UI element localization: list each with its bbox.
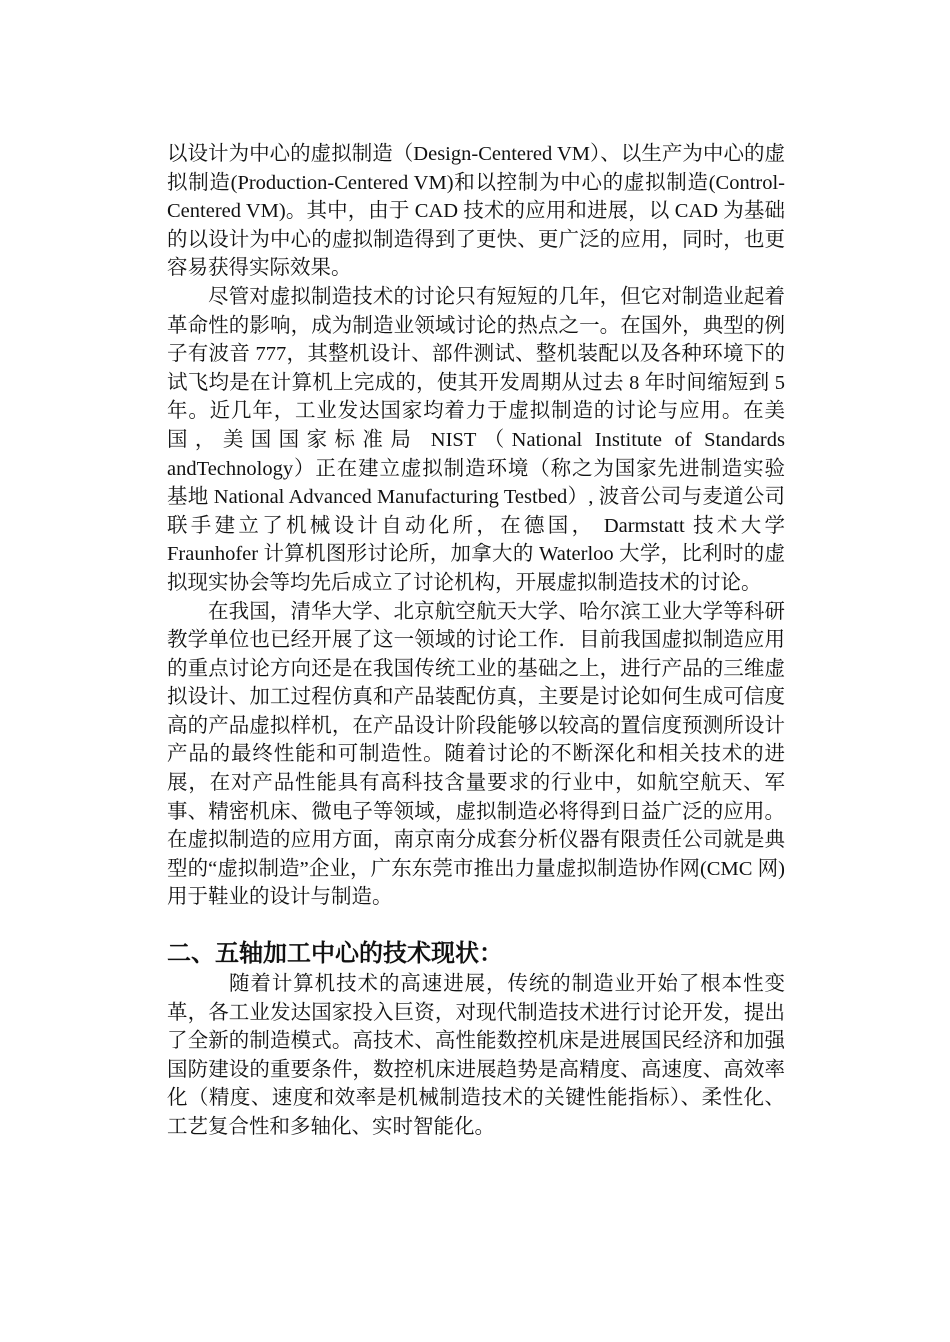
paragraph-five-axis: 随着计算机技术的高速进展，传统的制造业开始了根本性变革，各工业发达国家投入巨资，对现代制造技术进行讨论开发，提出了全新的制造模式。高技术、高性能数控机床是进展国民经济和加强国防建设的重要条件，数控机床进展趋势是高精度、高速度、高效率化（精度、速度和效率是机械制造技术的关键性能指标）、柔性化、工艺复合性和多轴化、实时智能化。 bbox=[167, 973, 785, 1138]
section-heading: 二、五轴加工中心的技术现状： bbox=[167, 939, 503, 968]
document-body bbox=[167, 140, 785, 1142]
paragraph-vm-types: 以设计为中心的虚拟制造（Design-Centered VM）、以生产为中心的虚拟制造(Production-Centered VM)和以控制为中心的虚拟制造(Control-Centered VM)。其中，由于 CAD 技术的应用和进展，以 CAD 为基础的以设计为中心的虚拟制造得到了更快、更广泛的应用，同时，也更容易获得实际效果。 bbox=[167, 143, 785, 280]
paragraph-vm-abroad: 尽管对虚拟制造技术的讨论只有短短的几年，但它对制造业起着革命性的影响，成为制造业领域讨论的热点之一。在国外，典型的例子有波音 777，其整机设计、部件测试、整机装配以及各种环境下的试飞均是在计算机上完成的，使其开发周期从过去 8 年时间缩短到 5 年。近几年，工业发达国家均着力于虚拟制造的讨论与应用。在美国，美国国家标准局 NIST（National Institute of Standards andTechnology）正在建立虚拟制造环境（称之为国家先进制造实验基地 National Advanced Manufacturing Testbed）, 波音公司与麦道公司联手建立了机械设计自动化所，在德国， Darmstatt 技术大学 Fraunhofer 计算机图形讨论所，加拿大的 Waterloo 大学，比利时的虚拟现实协会等均先后成立了讨论机构，开展虚拟制造技术的讨论。 bbox=[167, 285, 785, 594]
paragraph-vm-china: 在我国，清华大学、北京航空航天大学、哈尔滨工业大学等科研教学单位也已经开展了这一领域的讨论工作．目前我国虚拟制造应用的重点讨论方向还是在我国传统工业的基础之上，进行产品的三维虚拟设计、加工过程仿真和产品装配仿真，主要是讨论如何生成可信度高的产品虚拟样机，在产品设计阶段能够以较高的置信度预测所设计产品的最终性能和可制造性。随着讨论的不断深化和相关技术的进展，在对产品性能具有高科技含量要求的行业中，如航空航天、军事、精密机床、微电子等领域，虚拟制造必将得到日益广泛的应用。在虚拟制造的应用方面，南京南分成套分析仪器有限责任公司就是典型的“虚拟制造”企业，广东东莞市推出力量虚拟制造协作网(CMC 网)用于鞋业的设计与制造。 bbox=[167, 600, 785, 909]
